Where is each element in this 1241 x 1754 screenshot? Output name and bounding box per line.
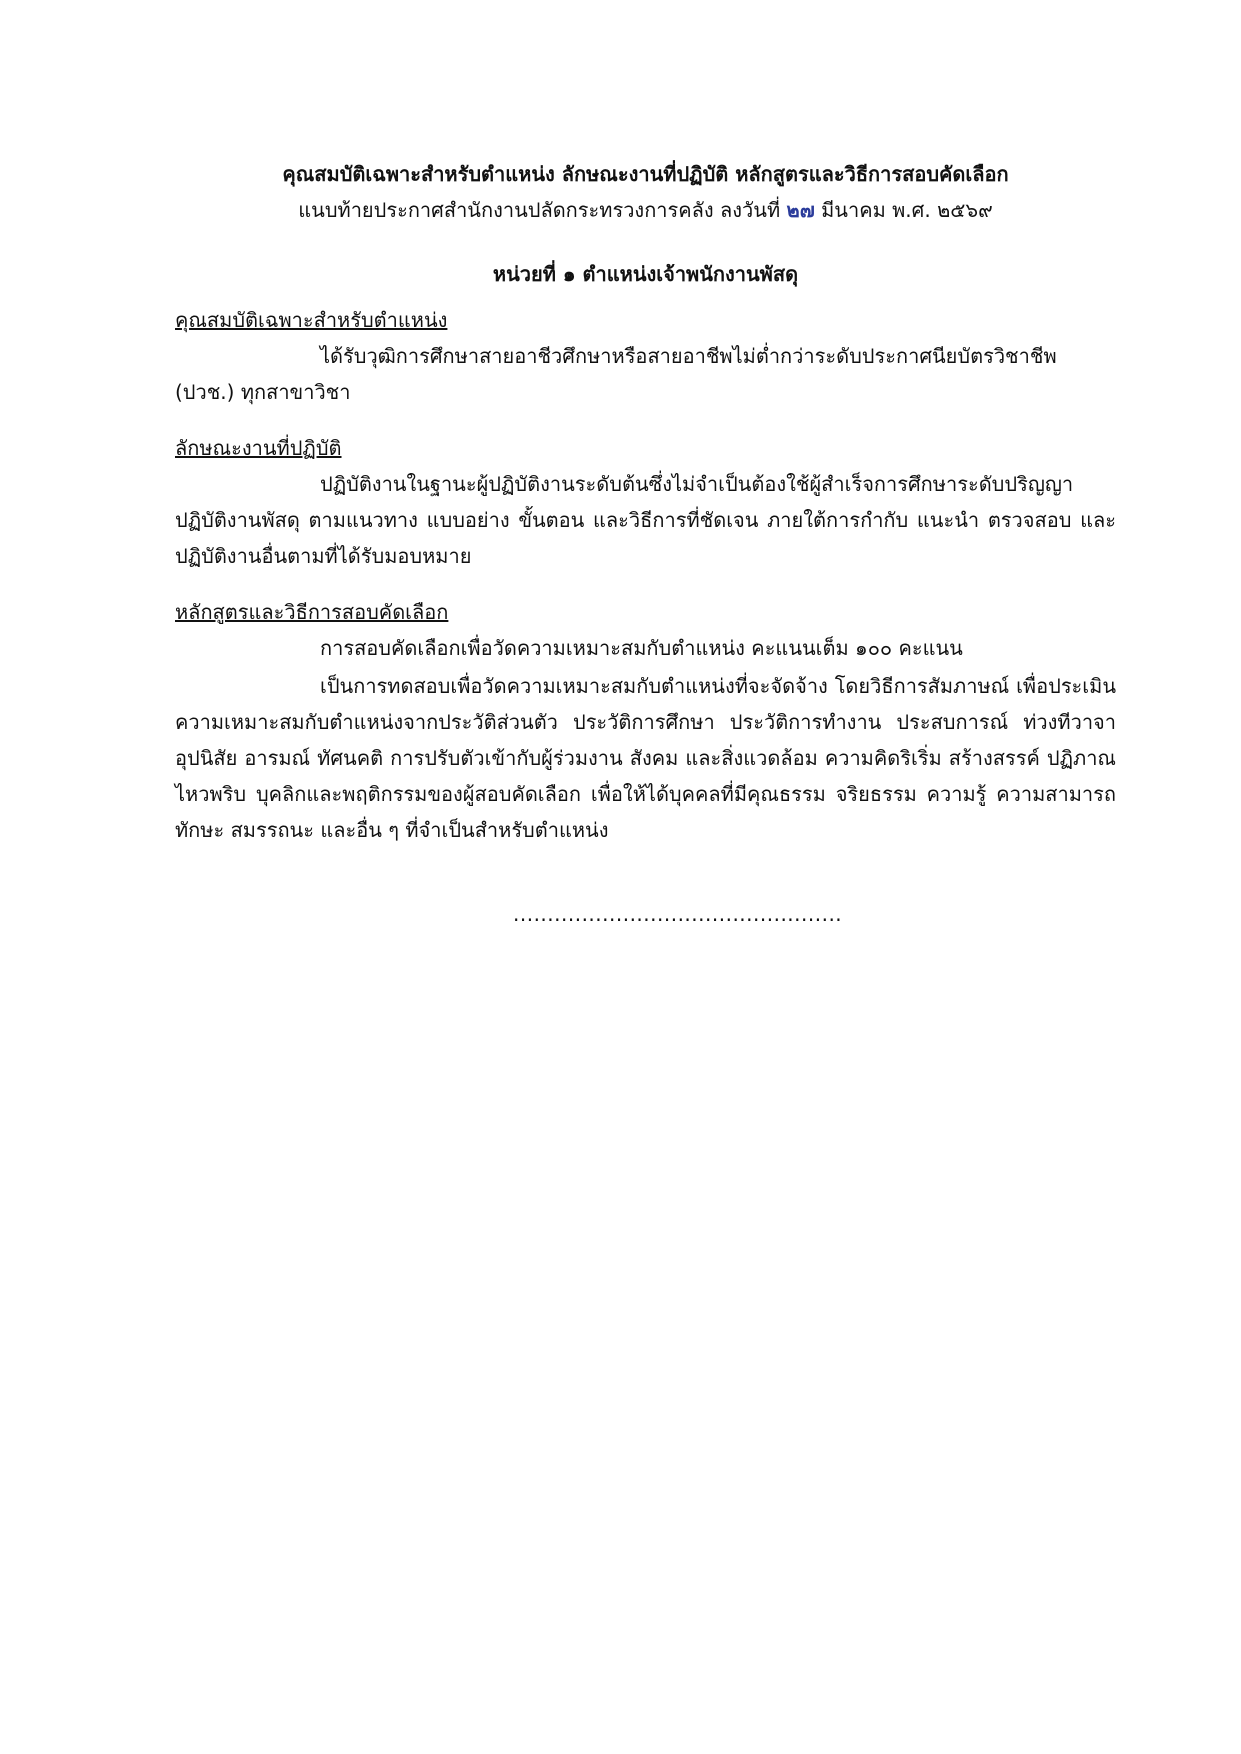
exam-text-method: เป็นการทดสอบเพื่อวัดความเหมาะสมกับตำแหน่งที่จะจัดจ้าง โดยวิธีการสัมภาษณ์ เพื่อประเมินความเหมาะสมกับตำแหน่งจากประวัติส่วนตัว ประวัติการศึกษา ประวัติการทำงาน ประสบการณ์ ท่วงทีวาจา อุปนิสัย อารมณ์ ทัศนคติ การปรับตัวเข้ากับผู้ร่วมงาน สังคม และสิ่งแวดล้อม ความคิดริเริ่ม สร้างสรรค์ ปฏิภาณไหวพริบ บุคลิกและพฤติกรรมของผู้สอบคัดเลือก เพื่อให้ได้บุคคลที่มีคุณธรรม จริยธรรม ความรู้ ความสามารถ ทักษะ สมรรถนะ และอื่น ๆ ที่จำเป็นสำหรับตำแหน่ง <box>175 674 1116 842</box>
section-heading-exam: หลักสูตรและวิธีการสอบคัดเลือก <box>175 600 449 624</box>
subtitle-suffix: มีนาคม พ.ศ. ๒๕๖๙ <box>814 198 993 222</box>
section-heading-duties: ลักษณะงานที่ปฏิบัติ <box>175 436 342 460</box>
section-duties <box>175 434 1116 574</box>
duties-text: ปฏิบัติงานในฐานะผู้ปฏิบัติงานระดับต้นซึ่งไม่จำเป็นต้องใช้ผู้สำเร็จการศึกษาระดับปริญญา ปฏิบัติงานพัสดุ ตามแนวทาง แบบอย่าง ขั้นตอน และวิธีการที่ชัดเจน ภายใต้การกำกับ แนะนำ ตรวจสอบ และปฏิบัติงานอื่นตามที่ได้รับมอบหมาย <box>175 472 1116 568</box>
subtitle-prefix: แนบท้ายประกาศสำนักงานปลัดกระทรวงการคลัง ลงวันที่ <box>298 198 787 222</box>
section-heading-qualifications: คุณสมบัติเฉพาะสำหรับตำแหน่ง <box>175 308 448 332</box>
exam-text-score: การสอบคัดเลือกเพื่อวัดความเหมาะสมกับตำแหน่ง คะแนนเต็ม ๑๐๐ คะแนน <box>320 636 963 660</box>
section-exam <box>175 598 1116 848</box>
qualifications-text: ได้รับวุฒิการศึกษาสายอาชีวศึกษาหรือสายอาชีพไม่ต่ำกว่าระดับประกาศนียบัตรวิชาชีพ (ปวช.) ทุกสาขาวิชา <box>175 344 1057 404</box>
subtitle-day: ๒๗ <box>786 198 815 222</box>
closing-dotted-line: ................................................ <box>513 902 843 926</box>
document-title: คุณสมบัติเฉพาะสำหรับตำแหน่ง ลักษณะงานที่ปฏิบัติ หลักสูตรและวิธีการสอบคัดเลือก <box>282 162 1009 186</box>
unit-title: หน่วยที่ ๑ ตำแหน่งเจ้าพนักงานพัสดุ <box>492 262 799 286</box>
document-subtitle <box>175 196 1116 224</box>
section-qualifications <box>175 306 1116 410</box>
